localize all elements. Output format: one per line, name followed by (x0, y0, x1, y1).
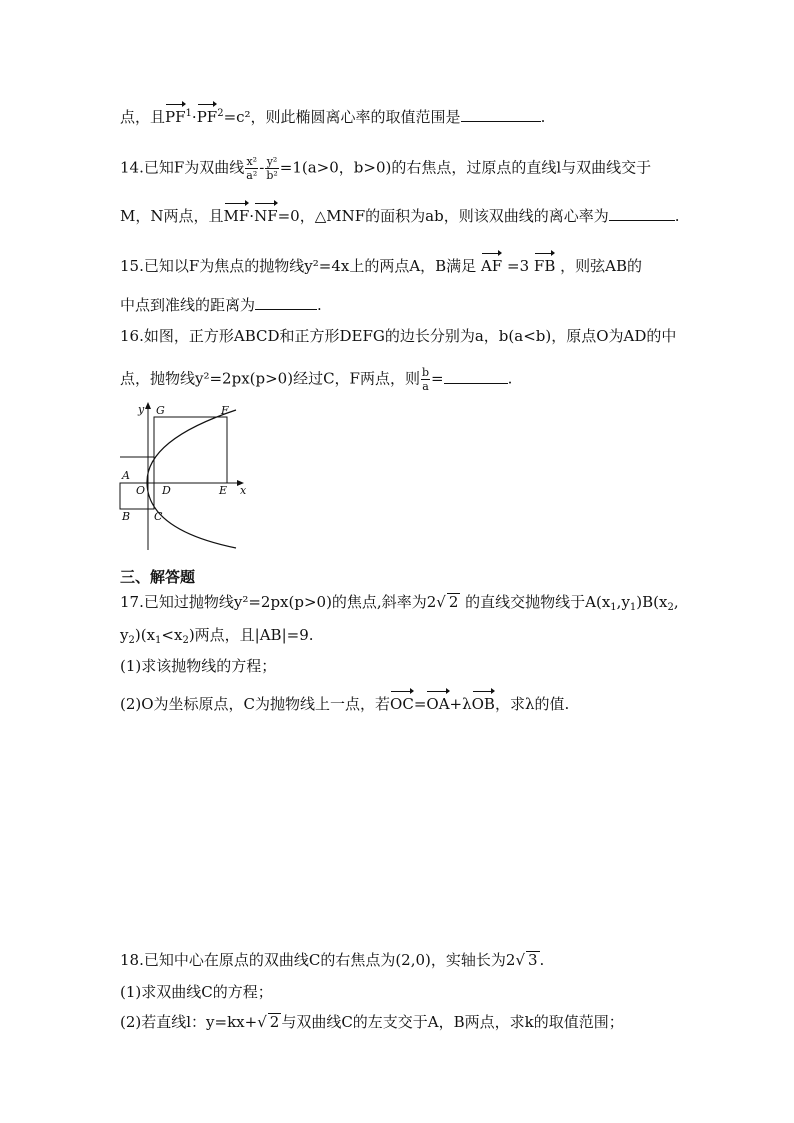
q15-text-1: 15.已知以F为焦点的抛物线y²=4x上的两点A，B满足 (120, 257, 477, 275)
vector-oc: OC (390, 695, 414, 713)
vector-af: AF (480, 257, 503, 275)
sqrt-3: √ 3 (515, 951, 538, 969)
q17-text-1: 17.已知过抛物线y²=2px(p>0)的焦点,斜率为2 (120, 593, 437, 611)
q14-line-2 (120, 206, 679, 226)
label-d: D (162, 484, 171, 497)
sqrt-2-b: √ 2 (257, 1013, 280, 1031)
vector-nf: NF (254, 207, 278, 225)
answer-blank (255, 295, 317, 310)
vector-pf1: PF (165, 108, 186, 126)
label-x: x (240, 484, 247, 497)
q13-dot: · (191, 108, 197, 126)
q16-text-1: 16.如图，正方形ABCD和正方形DEFG的边长分别为a，b(a<b)，原点O为AD的中 (120, 327, 677, 345)
fraction-y2-b2: $\frac{\text{y²}}{\text{b²}}$ (266, 155, 278, 182)
q16-line-2 (120, 366, 512, 393)
answer-blank (461, 107, 541, 122)
label-g: G (156, 404, 165, 417)
q17-line-2: $y_2)(x_1<x_2)$两点，且|AB|=9. (120, 626, 314, 646)
label-e: E (219, 484, 228, 497)
q15-line-1 (120, 256, 642, 276)
section-heading: 三、解答题 (120, 568, 196, 586)
label-c: C (154, 510, 163, 523)
square-defg (154, 417, 227, 483)
q16-line-1 (120, 326, 676, 346)
q17-part-2: (2)O为坐标原点，C为抛物线上一点，若OC=OA+λOB，求λ的值. (120, 695, 570, 713)
q16-period: . (507, 369, 513, 388)
q13-sub-1: 1 (185, 108, 192, 119)
vector-fb: FB (533, 257, 556, 275)
q15-text-2: =3 (507, 257, 530, 275)
fraction-x2-a2: $\frac{\text{x²}}{\text{a²}}$ (246, 155, 258, 182)
q18-line-1: 18.已知中心在原点的双曲线C的右焦点为(2,0)，实轴长为2√ 3 . (120, 951, 545, 969)
q13-text-3: =c²，则此椭圆离心率的取值范围是 (223, 108, 461, 126)
vector-mf: MF (223, 207, 250, 225)
parabola-squares-figure (118, 400, 253, 555)
q17-part-1: (1)求该抛物线的方程； (120, 657, 277, 675)
q13-period: . (540, 108, 546, 126)
q15-period: . (317, 296, 322, 314)
q14-minus: - (259, 158, 265, 177)
q14-text-4: M，N两点，且 (120, 207, 224, 225)
vector-ob: OB (471, 695, 495, 713)
q14-dot: · (249, 207, 255, 225)
q14-text-6: =0，△MNF的面积为ab，则该双曲线的离心率为 (277, 207, 609, 225)
label-a: A (122, 469, 130, 482)
q14-text-1: 14.已知F为双曲线 (120, 158, 245, 177)
answer-blank (444, 369, 508, 384)
vector-oa: OA (426, 695, 450, 713)
parabola-curve (147, 410, 236, 548)
q15-line-2 (120, 295, 322, 315)
vector-pf2: PF (196, 108, 218, 126)
q13-tail-line (120, 104, 545, 127)
q13-text-1: 点，且 (120, 108, 166, 126)
q14-line-1 (120, 155, 651, 182)
q17-text-2: 的直线交抛物线于A(x (465, 593, 611, 611)
q15-text-4: 中点到准线的距离为 (120, 296, 256, 314)
q16-equals: = (431, 369, 444, 388)
answer-blank (609, 206, 675, 221)
q13-sub-2: 2 (217, 108, 224, 119)
q18-part-2: (2)若直线l：y=kx+√ 2 与双曲线C的左支交于A，B两点，求k的取值范围； (120, 1013, 624, 1031)
q14-text-3: =1(a>0，b>0)的右焦点，过原点的直线l与双曲线交于 (279, 158, 652, 177)
q15-text-3: ，则弦AB的 (560, 257, 642, 275)
q17-line-1: 17.已知过抛物线y²=2px(p>0)的焦点,斜率为2√ 2 的直线交抛物线于$A(x_1,y_1)B(x_2$, (120, 593, 679, 613)
fraction-b-a: $\frac{b}{a}$ (421, 366, 430, 393)
q14-period: . (674, 207, 680, 225)
sqrt-2: √ 2 (436, 593, 459, 611)
q18-part-1: (1)求双曲线C的方程； (120, 983, 273, 1001)
q16-text-2: 点，抛物线y²=2px(p>0)经过C，F两点，则 (120, 369, 420, 388)
label-b: B (122, 510, 131, 523)
label-o: O (136, 484, 146, 497)
label-y: y (138, 403, 145, 416)
y-axis-arrow (145, 402, 151, 409)
label-f: F (221, 404, 229, 417)
